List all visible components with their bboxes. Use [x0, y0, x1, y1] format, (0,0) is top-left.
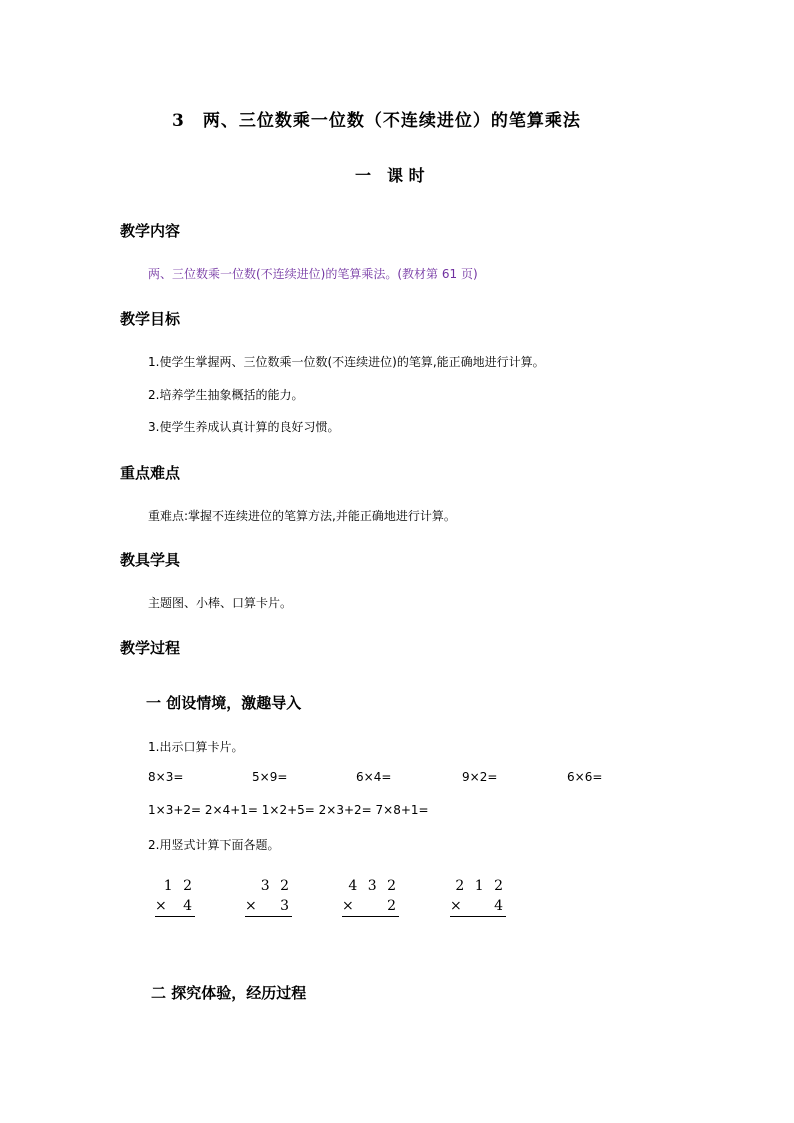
- multiplier: 4: [183, 898, 195, 914]
- goal-item: 3.使学生养成认真计算的良好习惯。: [148, 420, 340, 434]
- step1-item2: 2.用竖式计算下面各题。: [148, 838, 280, 852]
- multiplier-row: [245, 898, 292, 917]
- lesson-subtitle: 一 课 时: [355, 166, 425, 185]
- times-sign: ×: [245, 898, 260, 914]
- oral-problem: 5×9=: [252, 770, 288, 784]
- multiplier: 3: [280, 898, 292, 914]
- multiplicand: 3 2: [260, 878, 292, 894]
- goal-item: 2.培养学生抽象概括的能力。: [148, 388, 304, 402]
- process-heading: 教学过程: [120, 639, 181, 657]
- tools-heading: 教具学具: [120, 551, 181, 569]
- goals-heading: 教学目标: [120, 310, 181, 328]
- oral-row-2: 1×3+2= 2×4+1= 1×2+5= 2×3+2= 7×8+1=: [148, 803, 429, 817]
- goal-item: 1.使学生掌握两、三位数乘一位数(不连续进位)的笔算,能正确地进行计算。: [148, 355, 545, 369]
- step1-heading: 一 创设情境，激趣导入: [146, 694, 302, 712]
- times-sign: ×: [155, 898, 170, 914]
- key-text: 重难点:掌握不连续进位的笔算方法,并能正确地进行计算。: [148, 509, 456, 523]
- oral-problem: 6×6=: [567, 770, 603, 784]
- multiplier: 4: [494, 898, 506, 914]
- step1-item1: 1.出示口算卡片。: [148, 740, 244, 754]
- oral-problem: 6×4=: [356, 770, 392, 784]
- oral-problem: 9×2=: [462, 770, 498, 784]
- multiplier-row: [342, 898, 399, 917]
- multiplicand: 2 1 2: [455, 878, 506, 894]
- vertical-problem: [155, 878, 195, 917]
- vertical-problem: [245, 878, 292, 917]
- multiplier-row: [155, 898, 195, 917]
- tools-text: 主题图、小棒、口算卡片。: [148, 596, 293, 610]
- times-sign: ×: [450, 898, 465, 914]
- page-title: 3 两、三位数乘一位数（不连续进位）的笔算乘法: [172, 111, 581, 131]
- multiplier: 2: [387, 898, 399, 914]
- vertical-problem: [450, 878, 506, 917]
- vertical-problem: [342, 878, 399, 917]
- multiplicand: 4 3 2: [348, 878, 399, 894]
- oral-problem: 8×3=: [148, 770, 184, 784]
- content-heading: 教学内容: [120, 222, 181, 240]
- multiplier-row: [450, 898, 506, 917]
- times-sign: ×: [342, 898, 357, 914]
- step2-heading: 二 探究体验，经历过程: [151, 984, 307, 1002]
- key-heading: 重点难点: [120, 464, 181, 482]
- multiplicand: 1 2: [163, 878, 195, 894]
- content-text: 两、三位数乘一位数(不连续进位)的笔算乘法。(教材第 61 页): [148, 267, 478, 281]
